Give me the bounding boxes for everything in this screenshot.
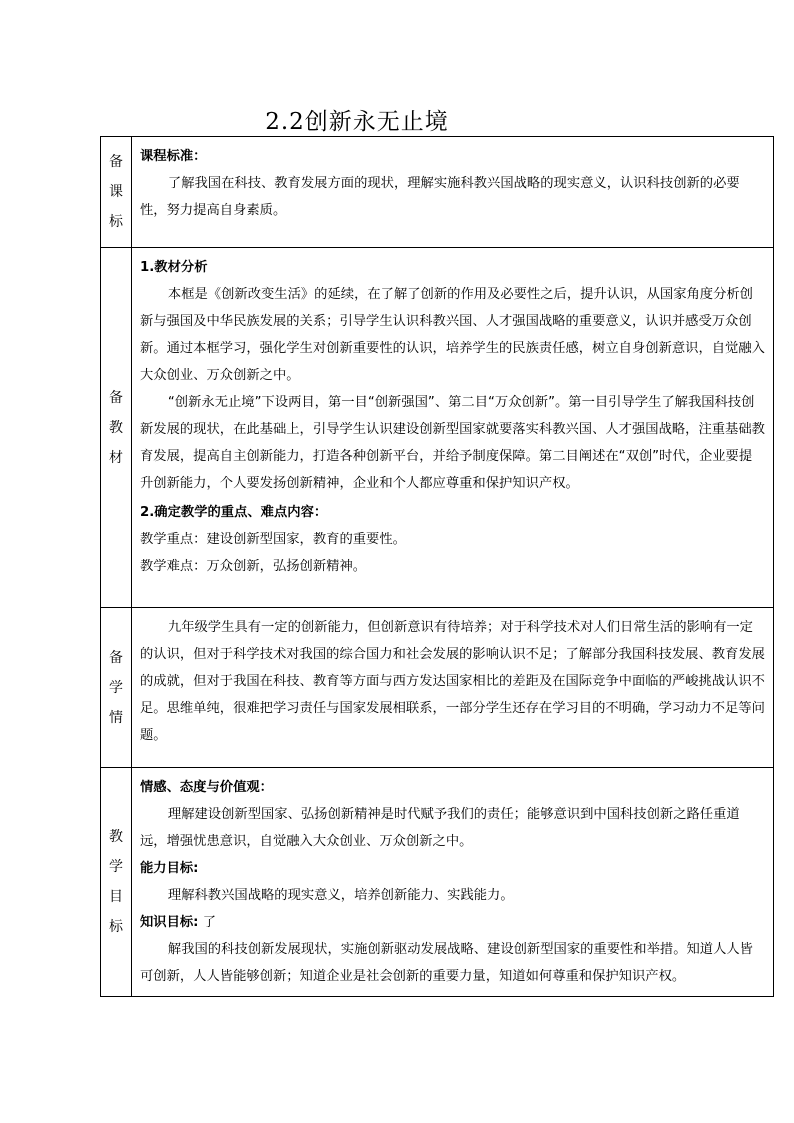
textbook-paragraph-2: “创新永无止境”下设两目，第一目“创新强国”、第二目“万众创新”。第一目引导学生了解我国科技创新发展的现状，在此基础上，引导学生认识建设创新型国家就要落实科教兴国、人才强国战略，注重基础教育发展，提高自主创新能力，打造各种创新平台，并给予制度保障。第二目阐述在“双创”时代，企业要提升创新能力，个人要发扬创新精神，企业和个人都应尊重和保护知识产权。 — [140, 395, 765, 491]
knowledge-goal-heading-line — [140, 909, 765, 936]
curriculum-heading: 课程标准： — [140, 149, 207, 164]
ability-goal-text: 理解科教兴国战略的现实意义，培养创新能力、实践能力。 — [167, 888, 514, 903]
row-label-curriculum: 备 课 标 — [101, 137, 132, 248]
row-label-goals: 教 学 目 标 — [101, 768, 132, 997]
lesson-plan-table — [100, 136, 774, 997]
page-title: 2.2创新永无止境 — [265, 109, 449, 135]
key-point-text: 教学重点：建设创新型国家，教育的重要性。 — [140, 532, 406, 547]
row-label-textbook: 备 教 材 — [101, 248, 132, 608]
key-difficult-heading: 2.确定教学的重点、难点内容： — [140, 505, 328, 520]
student-analysis-paragraph: 九年级学生具有一定的创新能力，但创新意识有待培养；对于科学技术对人们日常生活的影响有一定的认识，但对于科学技术对我国的综合国力和社会发展的影响认识不足；了解部分我国科技发展、教育发展的成就，但对于我国在科技、教育等方面与西方发达国家相比的差距及在国际竞争中面临的严峻挑战认识不足。思维单纯，很难把学习责任与国家发展相联系，一部分学生还存在学习目的不明确，学习动力不足等问题。 — [140, 620, 765, 743]
ability-goal-heading: 能力目标: — [140, 861, 199, 876]
difficult-point-text: 教学难点：万众创新，弘扬创新精神。 — [140, 559, 367, 574]
table-row-curriculum-standard — [101, 137, 774, 248]
table-row-student-analysis — [101, 608, 774, 768]
knowledge-goal-heading: 知识目标: — [140, 915, 199, 930]
emotion-goal-heading: 情感、态度与价值观： — [140, 780, 273, 795]
student-analysis-content — [132, 608, 774, 768]
textbook-paragraph-1: 本框是《创新改变生活》的延续，在了解了创新的作用及必要性之后，提升认识，从国家角度分析创新与强国及中华民族发展的关系；引导学生认识科教兴国、人才强国战略的重要意义，认识并感受万众创新。通过本框学习，强化学生对创新重要性的认识，培养学生的民族责任感，树立自身创新意识，自觉融入大众创业、万众创新之中。 — [140, 287, 765, 383]
textbook-analysis-heading: 1.教材分析 — [140, 260, 208, 275]
table-row-textbook — [101, 248, 774, 608]
emotion-goal-text: 理解建设创新型国家、弘扬创新精神是时代赋予我们的责任；能够意识到中国科技创新之路任重道远，增强忧患意识，自觉融入大众创业、万众创新之中。 — [140, 807, 740, 849]
curriculum-paragraph: 了解我国在科技、教育发展方面的现状，理解实施科教兴国战略的现实意义，认识科技创新的必要性，努力提高自身素质。 — [140, 176, 740, 218]
knowledge-goal-heading-tail: 了 — [198, 915, 217, 930]
knowledge-goal-text: 解我国的科技创新发展现状，实施创新驱动发展战略、建设创新型国家的重要性和举措。知道人人皆可创新，人人皆能够创新；知道企业是社会创新的重要力量，知道如何尊重和保护知识产权。 — [140, 942, 753, 984]
textbook-content — [132, 248, 774, 608]
curriculum-standard-content — [132, 137, 774, 248]
teaching-goals-content — [132, 768, 774, 997]
row-label-students: 备 学 情 — [101, 608, 132, 768]
table-row-teaching-goals — [101, 768, 774, 997]
